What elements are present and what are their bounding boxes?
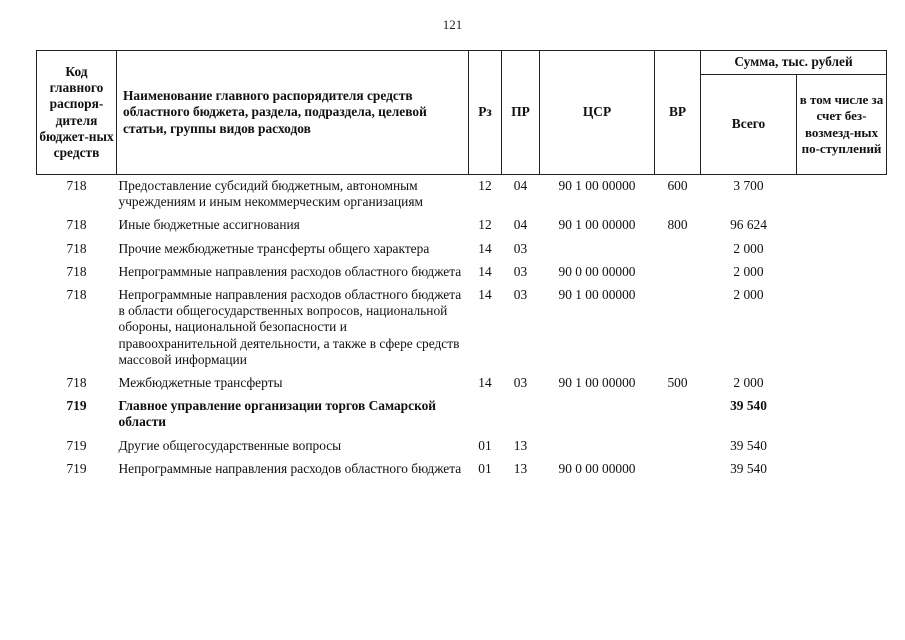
cell-code: 718 bbox=[66, 217, 87, 233]
cell-incl bbox=[797, 217, 887, 240]
cell-name: Иные бюджетные ассигнования bbox=[118, 217, 300, 233]
cell-csr: 90 1 00 00000 bbox=[558, 375, 636, 391]
cell-pr: 03 bbox=[513, 375, 528, 391]
cell-total: 3 700 bbox=[733, 178, 764, 193]
cell-name: Непрограммные направления расходов областного бюджета bbox=[118, 263, 462, 279]
header-total: Всего bbox=[701, 75, 797, 175]
cell-name: Другие общегосударственные вопросы bbox=[118, 437, 342, 453]
cell-rz: 14 bbox=[478, 240, 492, 256]
cell-incl bbox=[797, 264, 887, 287]
cell-rz: 12 bbox=[478, 178, 492, 193]
cell-code: 718 bbox=[66, 287, 87, 303]
cell-code: 718 bbox=[66, 375, 87, 391]
cell-vr bbox=[655, 398, 701, 437]
cell-incl bbox=[797, 438, 887, 461]
cell-total: 39 540 bbox=[730, 398, 767, 414]
table-row bbox=[37, 264, 887, 287]
cell-pr: 13 bbox=[513, 460, 528, 476]
cell-total: 96 624 bbox=[730, 217, 767, 233]
table-header bbox=[37, 51, 887, 175]
cell-total: 2 000 bbox=[733, 240, 764, 256]
cell-vr: 800 bbox=[667, 217, 688, 233]
cell-rz: 14 bbox=[478, 263, 492, 279]
cell-rz bbox=[469, 398, 502, 437]
cell-code: 718 bbox=[66, 240, 87, 256]
cell-pr: 04 bbox=[513, 178, 528, 193]
cell-pr: 13 bbox=[513, 437, 528, 453]
cell-incl bbox=[797, 398, 887, 437]
table-body bbox=[37, 175, 887, 485]
cell-pr: 03 bbox=[513, 263, 528, 279]
cell-csr bbox=[540, 398, 655, 437]
header-rz: Рз bbox=[469, 51, 502, 175]
header-csr: ЦСР bbox=[540, 51, 655, 175]
budget-table bbox=[36, 50, 887, 484]
cell-rz: 01 bbox=[478, 460, 492, 476]
cell-name: Непрограммные направления расходов областного бюджета в области общегосударственных вопросов, национальной обороны, национальной безопасности и правоохранительной деятельности, а также в сфере средств массовой информации bbox=[118, 287, 462, 367]
cell-code: 719 bbox=[66, 398, 87, 414]
cell-vr bbox=[655, 241, 701, 264]
cell-total: 2 000 bbox=[733, 263, 764, 279]
cell-total: 39 540 bbox=[730, 460, 767, 476]
table-row bbox=[37, 375, 887, 398]
cell-csr: 90 1 00 00000 bbox=[558, 217, 636, 233]
cell-vr bbox=[655, 264, 701, 287]
header-sum: Сумма, тыс. рублей bbox=[701, 51, 887, 75]
cell-csr: 90 1 00 00000 bbox=[558, 178, 636, 193]
cell-name: Межбюджетные трансферты bbox=[118, 375, 283, 391]
cell-name: Главное управление организации торгов Самарской области bbox=[118, 398, 437, 430]
cell-csr: 90 0 00 00000 bbox=[558, 263, 636, 279]
cell-total: 2 000 bbox=[733, 375, 764, 391]
table-row bbox=[37, 287, 887, 375]
cell-vr: 600 bbox=[667, 178, 688, 193]
table-row bbox=[37, 175, 887, 218]
cell-total: 39 540 bbox=[730, 437, 767, 453]
cell-name: Прочие межбюджетные трансферты общего характера bbox=[118, 240, 430, 256]
cell-rz: 14 bbox=[478, 287, 492, 303]
header-incl: в том числе за счет без-возмезд-ных по-ступлений bbox=[797, 75, 887, 175]
cell-csr bbox=[540, 438, 655, 461]
header-name: Наименование главного распорядителя средств областного бюджета, раздела, подраздела, целевой статьи, группы видов расходов bbox=[117, 51, 469, 175]
cell-pr bbox=[502, 398, 540, 437]
cell-rz: 14 bbox=[478, 375, 492, 391]
cell-name: Предоставление субсидий бюджетным, автономным учреждениям и иным некоммерческим организациям bbox=[118, 178, 423, 210]
cell-pr: 03 bbox=[513, 240, 528, 256]
header-pr: ПР bbox=[502, 51, 540, 175]
table-row bbox=[37, 241, 887, 264]
cell-code: 719 bbox=[66, 437, 87, 453]
header-vr: ВР bbox=[655, 51, 701, 175]
cell-pr: 04 bbox=[513, 217, 528, 233]
cell-rz: 12 bbox=[478, 217, 492, 233]
cell-pr: 03 bbox=[513, 287, 528, 303]
cell-rz: 01 bbox=[478, 437, 492, 453]
cell-csr: 90 0 00 00000 bbox=[558, 460, 636, 476]
header-code: Код главного распоря-дителя бюджет-ных средств bbox=[37, 51, 117, 175]
cell-vr: 500 bbox=[667, 375, 688, 391]
cell-csr bbox=[540, 241, 655, 264]
table-row bbox=[37, 398, 887, 437]
cell-csr: 90 1 00 00000 bbox=[558, 287, 636, 303]
table-row bbox=[37, 217, 887, 240]
cell-vr bbox=[655, 461, 701, 484]
cell-code: 719 bbox=[66, 460, 87, 476]
table-row bbox=[37, 461, 887, 484]
cell-incl bbox=[797, 375, 887, 398]
cell-incl bbox=[797, 287, 887, 375]
page-number: 121 bbox=[442, 17, 463, 32]
table-row bbox=[37, 438, 887, 461]
cell-incl bbox=[797, 175, 887, 218]
cell-name: Непрограммные направления расходов областного бюджета bbox=[118, 460, 462, 476]
cell-vr bbox=[655, 438, 701, 461]
cell-code: 718 bbox=[66, 263, 87, 279]
cell-total: 2 000 bbox=[733, 287, 764, 303]
cell-incl bbox=[797, 461, 887, 484]
cell-code: 718 bbox=[66, 178, 87, 193]
cell-vr bbox=[655, 287, 701, 375]
cell-incl bbox=[797, 241, 887, 264]
